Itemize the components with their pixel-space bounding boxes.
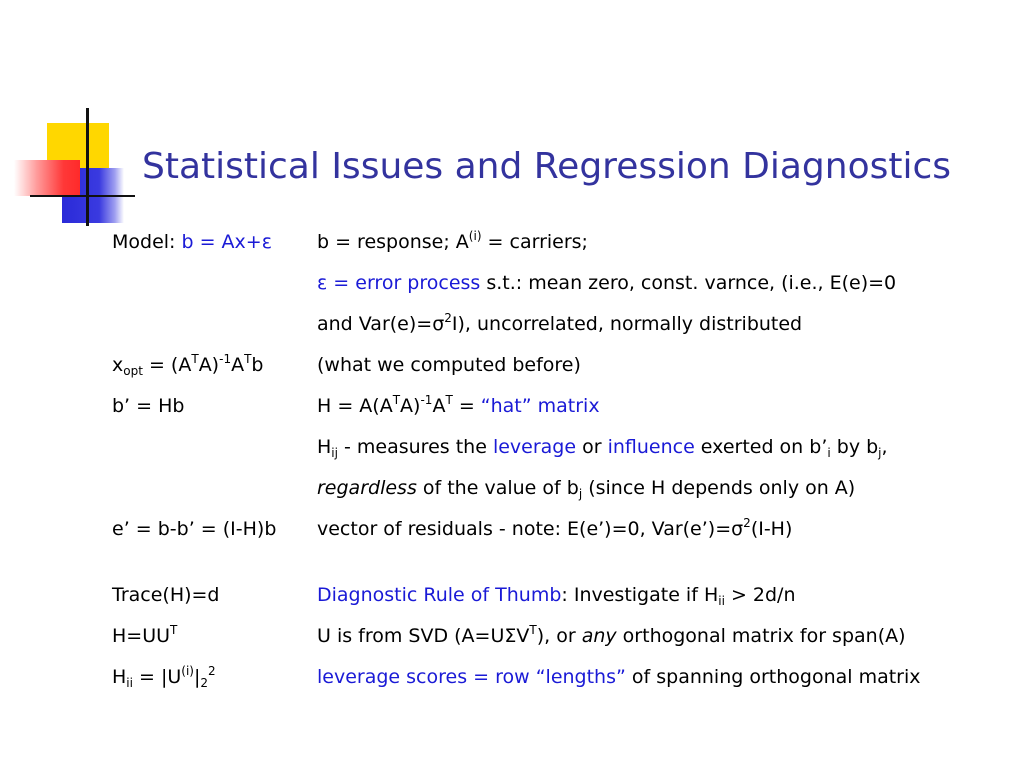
uu-equation: $H=UU^T$ [112, 623, 178, 647]
trace-equation: Trace(H)=d [112, 584, 220, 606]
computed-before-text: (what we computed before) [317, 354, 581, 376]
vertical-line-logo [86, 108, 89, 226]
model-label-row: Model: b = Ax+ε [112, 231, 272, 253]
residual-equation: e’ = b-b’ = (I-H)b [112, 518, 277, 540]
red-bar-logo [14, 160, 80, 196]
rule-of-thumb-text: Diagnostic Rule of Thumb: Investigate if $H_{ii} > 2d/n$ [317, 584, 796, 608]
hat-equation: b’ = Hb [112, 395, 185, 417]
residuals-text: vector of residuals - note: E(e’)=0, $Var(e’)=\sigma^2(I-H)$ [317, 516, 793, 540]
leverage-text: $H_{ij}$ - measures the leverage or influence exerted on $b’_i$ by $b_j$, [317, 436, 888, 460]
slide-title: Statistical Issues and Regression Diagnostics [142, 146, 952, 187]
response-carriers-text: b = response; $A^{(i)}$ = carriers; [317, 229, 588, 253]
horizontal-line-logo [30, 195, 135, 197]
hat-matrix-text: $H = A(A^TA)^{-1}A^T$ = “hat” matrix [317, 393, 600, 417]
regardless-text: regardless of the value of $b_j$ (since H depends only on A) [317, 477, 856, 501]
hii-equation: $H_{ii} = |U^{(i)}|_2^2$ [112, 664, 216, 690]
svd-text: U is from SVD $(A=U\Sigma V^T)$, or any orthogonal matrix for span(A) [317, 623, 906, 647]
leverage-scores-text: leverage scores = row “lengths” of spanning orthogonal matrix [317, 666, 921, 688]
variance-text: and $Var(e)=\sigma^2I$), uncorrelated, normally distributed [317, 311, 803, 335]
xopt-equation: $x_{opt} = (A^TA)^{-1}A^Tb$ [112, 352, 264, 378]
error-process-text: ε = error process s.t.: mean zero, const. varnce, (i.e., E(e)=0 [317, 272, 897, 294]
